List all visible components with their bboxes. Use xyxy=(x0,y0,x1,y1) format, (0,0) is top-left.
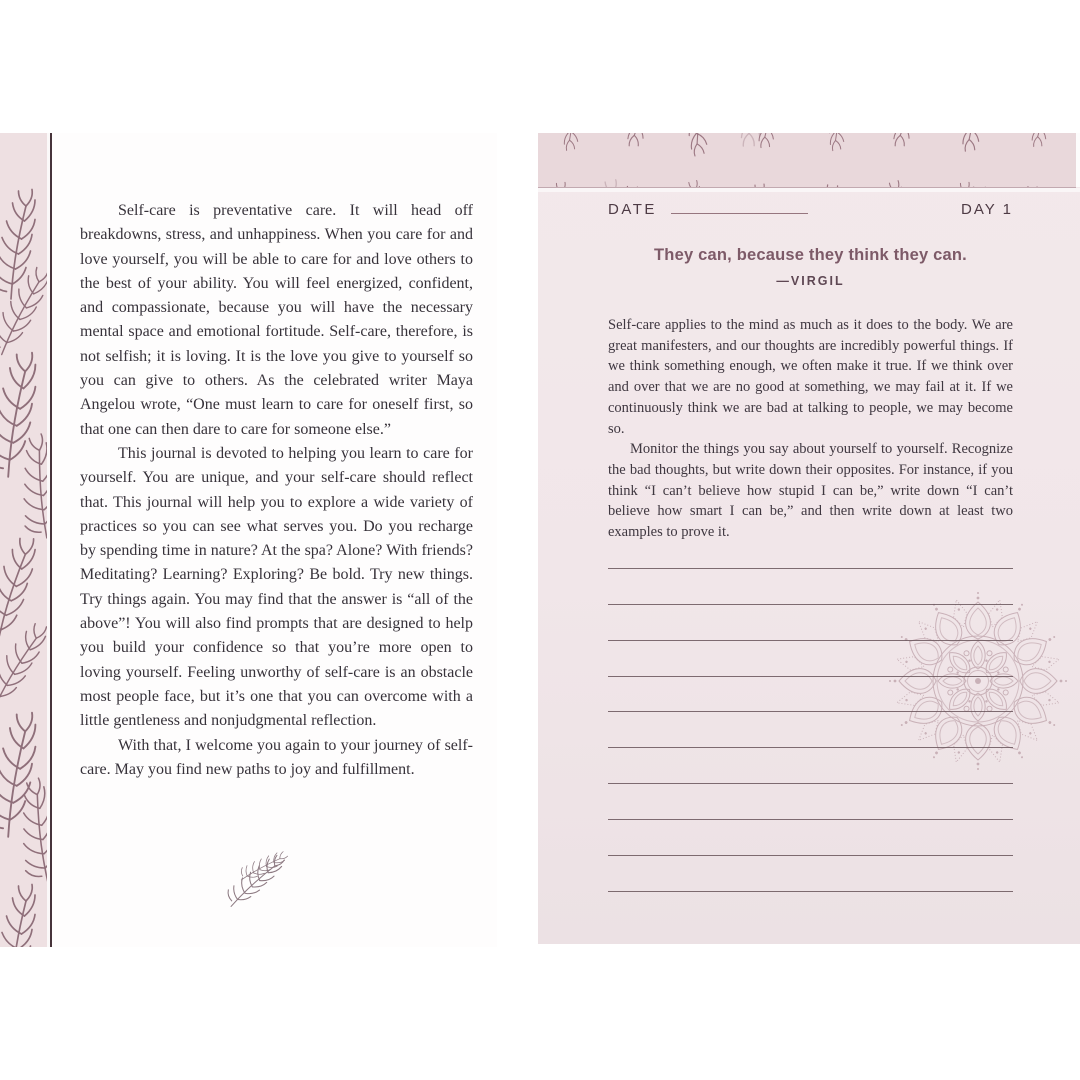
leaf-sprig-icon xyxy=(248,793,338,863)
band-divider xyxy=(538,188,1080,192)
band-right-margin xyxy=(1076,133,1080,187)
writing-line xyxy=(608,712,1013,748)
writing-line xyxy=(608,641,1013,677)
day-badge: DAY 1 xyxy=(961,201,1013,218)
branch-border-decoration xyxy=(0,133,47,947)
prompt-paragraph: Monitor the things you say about yourself to yourself. Recognize the bad thoughts, but write down their opposites. For instance, if you think “I can’t believe how stupid I can be,” write down “I can’t believe how smart I can be,” and then write down at least two examples to prove it. xyxy=(608,441,1013,541)
intro-paragraph: With that, I welcome you again to your journey of self-care. May you find new paths to joy and fulfillment. xyxy=(80,736,473,778)
intro-paragraph: This journal is devoted to helping you learn to care for yourself. You are unique, and your self-care should reflect that. This journal will help you to explore a wide variety of practices so you can see what serves you. Do you recharge by spending time in nature? At the spa? Alone? With friends? Meditating? Learning? Exploring? Be bold. Try new things. Try things again. You may find that the answer is “all of the above”! You will also find prompts that are designed to help you build your confidence so that you’re more open to loving yourself. Feeling unworthy of self-care is an obstacle most people face, but it’s one that you can overcome with a little gentleness and nonjudgmental reflection. xyxy=(80,444,473,730)
journal-header xyxy=(608,199,1013,218)
branch-pattern-icon xyxy=(538,133,1076,187)
branch-header-band xyxy=(538,133,1076,188)
date-label: DATE xyxy=(608,201,657,218)
branch-pattern-icon xyxy=(0,133,47,947)
writing-line xyxy=(608,820,1013,856)
left-page xyxy=(0,133,497,947)
daily-quote: They can, because they think they can. xyxy=(654,246,967,264)
writing-line xyxy=(608,784,1013,820)
intro-paragraph: Self-care is preventative care. It will head off breakdowns, stress, and unhappiness. When you care for and love yourself, you will be able to care for and love others to the best of your ability. You will feel energized, confident, and compassionate, because you will have the necessary mental space and emotional fortitude. Self-care, therefore, is not selfish; it is loving. It is the love you give to yourself so you can give to others. As the celebrated writer Maya Angelou wrote, “One must learn to care for oneself first, so that one can then dare to care for someone else.” xyxy=(80,202,473,438)
date-fill-line xyxy=(671,199,808,214)
writing-line xyxy=(608,748,1013,784)
writing-line xyxy=(608,569,1013,605)
writing-line xyxy=(608,856,1013,892)
strip-rule-line xyxy=(50,133,52,947)
quote-attribution: —VIRGIL xyxy=(776,274,845,288)
prompt-paragraph: Self-care applies to the mind as much as it does to the body. We are great manifesters, and our thoughts are incredibly powerful things. If we think something enough, we often make it true. If we think over and over that we are no good at something, we may fail at it. If we continuously think we are bad at talking to people, we may become so. xyxy=(608,317,1013,437)
writing-line xyxy=(608,677,1013,713)
writing-lines xyxy=(608,533,1013,883)
prompt-text xyxy=(608,315,1013,543)
writing-line xyxy=(608,533,1013,569)
introduction-text xyxy=(80,199,473,782)
right-page xyxy=(538,133,1080,944)
writing-line xyxy=(608,605,1013,641)
